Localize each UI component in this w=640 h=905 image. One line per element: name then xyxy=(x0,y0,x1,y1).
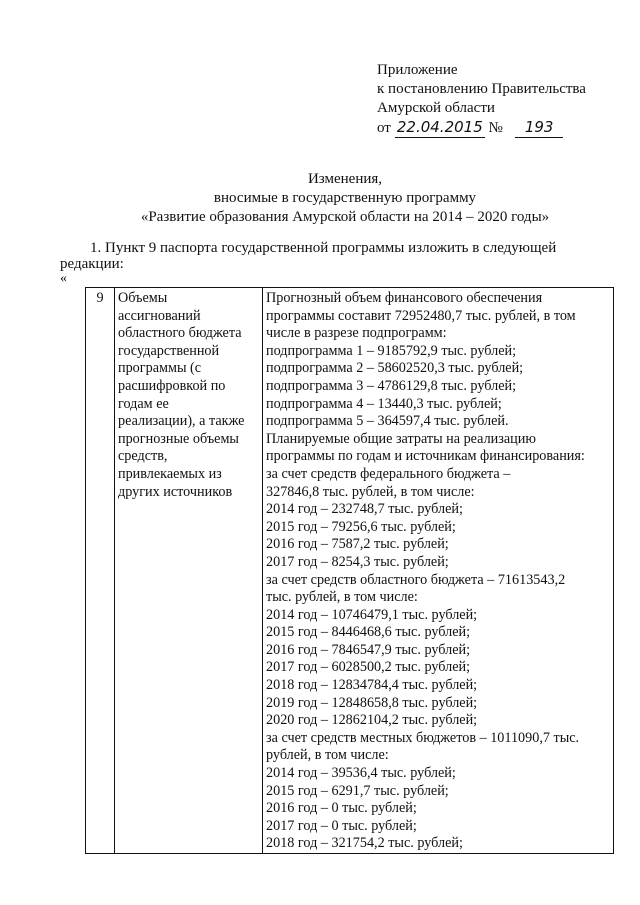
appendix-header xyxy=(377,61,586,138)
text-line: других источников xyxy=(118,483,233,500)
text-line: подпрограмма 3 – 4786129,8 тыс. рублей; xyxy=(266,377,517,394)
text-line: 2015 год – 8446468,6 тыс. рублей; xyxy=(266,624,471,641)
appendix-decree-line: к постановлению Правительства xyxy=(377,81,586,97)
text-line: 2016 год – 7587,2 тыс. рублей; xyxy=(266,536,449,553)
appendix-date-line xyxy=(377,118,586,138)
text-line: 2017 год – 6028500,2 тыс. рублей; xyxy=(266,659,471,676)
text-line: 2016 год – 7846547,9 тыс. рублей; xyxy=(266,641,471,658)
heading-line-1: Изменения, xyxy=(307,171,383,187)
text-line: 2017 год – 8254,3 тыс. рублей; xyxy=(266,553,449,570)
text-line: 2014 год – 10746479,1 тыс. рублей; xyxy=(266,606,478,623)
text-line: подпрограмма 5 – 364597,4 тыс. рублей. xyxy=(266,413,509,430)
intro-paragraph-continuation: редакции: xyxy=(60,256,124,272)
appendix-region-line: Амурской области xyxy=(377,100,495,116)
text-line: ассигнований xyxy=(118,307,201,324)
text-line: программы (с xyxy=(118,360,202,377)
from-label: от xyxy=(377,120,391,136)
document-heading xyxy=(60,170,630,227)
text-line: 2018 год – 321754,2 тыс. рублей; xyxy=(266,835,463,852)
text-line: 2017 год – 0 тыс. рублей; xyxy=(266,817,417,834)
text-line: рублей, в том числе: xyxy=(266,747,389,764)
intro-paragraph: 1. Пункт 9 паспорта государственной программы изложить в следующей xyxy=(90,240,557,256)
text-line: Планируемые общие затраты на реализацию xyxy=(266,430,536,447)
text-line: числе в разрезе подпрограмм: xyxy=(266,325,447,342)
text-line: программы по годам и источникам финансирования: xyxy=(266,448,585,465)
passport-table xyxy=(85,287,614,854)
number-label: № xyxy=(488,120,503,136)
row-name-cell xyxy=(115,288,263,854)
text-line: реализации), а также xyxy=(118,413,245,430)
appendix-title: Приложение xyxy=(377,62,458,78)
text-line: подпрограмма 2 – 58602520,3 тыс. рублей; xyxy=(266,360,524,377)
text-line: годам ее xyxy=(118,395,169,412)
text-line: 2018 год – 12834784,4 тыс. рублей; xyxy=(266,677,478,694)
text-line: Прогнозный объем финансового обеспечения xyxy=(266,290,543,306)
text-line: 2016 год – 0 тыс. рублей; xyxy=(266,800,417,817)
heading-line-2: вносимые в государственную программу xyxy=(213,190,477,206)
heading-line-3: «Развитие образования Амурской области на 2014 – 2020 годы» xyxy=(140,209,550,225)
text-line: подпрограмма 4 – 13440,3 тыс. рублей; xyxy=(266,395,502,412)
text-line: 2019 год – 12848658,8 тыс. рублей; xyxy=(266,694,478,711)
text-line: за счет средств федерального бюджета – xyxy=(266,465,511,482)
text-line: программы составит 72952480,7 тыс. рублей, в том xyxy=(266,307,576,324)
text-line: средств, xyxy=(118,448,168,465)
text-line: областного бюджета xyxy=(118,325,242,342)
text-line: за счет средств местных бюджетов – 1011090,7 тыс. xyxy=(266,729,580,746)
text-line: 2014 год – 39536,4 тыс. рублей; xyxy=(266,765,456,782)
row-description-cell xyxy=(263,288,614,854)
text-line: государственной xyxy=(118,342,220,359)
handwritten-date: 22.04.2015 xyxy=(396,118,483,136)
text-line: 327846,8 тыс. рублей, в том числе: xyxy=(266,483,475,500)
text-line: расшифровкой по xyxy=(118,377,226,394)
open-quote: « xyxy=(60,271,67,286)
text-line: 2015 год – 6291,7 тыс. рублей; xyxy=(266,782,449,799)
text-line: Объемы xyxy=(118,290,168,306)
handwritten-number: 193 xyxy=(515,118,564,138)
text-line: 2015 год – 79256,6 тыс. рублей; xyxy=(266,518,456,535)
text-line: привлекаемых из xyxy=(118,465,222,482)
text-line: 2020 год – 12862104,2 тыс. рублей; xyxy=(266,712,478,729)
text-line: тыс. рублей, в том числе: xyxy=(266,589,418,606)
text-line: 2014 год – 232748,7 тыс. рублей; xyxy=(266,501,463,518)
text-line: подпрограмма 1 – 9185792,9 тыс. рублей; xyxy=(266,342,517,359)
text-line: за счет средств областного бюджета – 71613543,2 xyxy=(266,571,566,588)
text-line: прогнозные объемы xyxy=(118,430,239,447)
table-row xyxy=(86,288,614,854)
row-number-cell: 9 xyxy=(86,288,115,854)
